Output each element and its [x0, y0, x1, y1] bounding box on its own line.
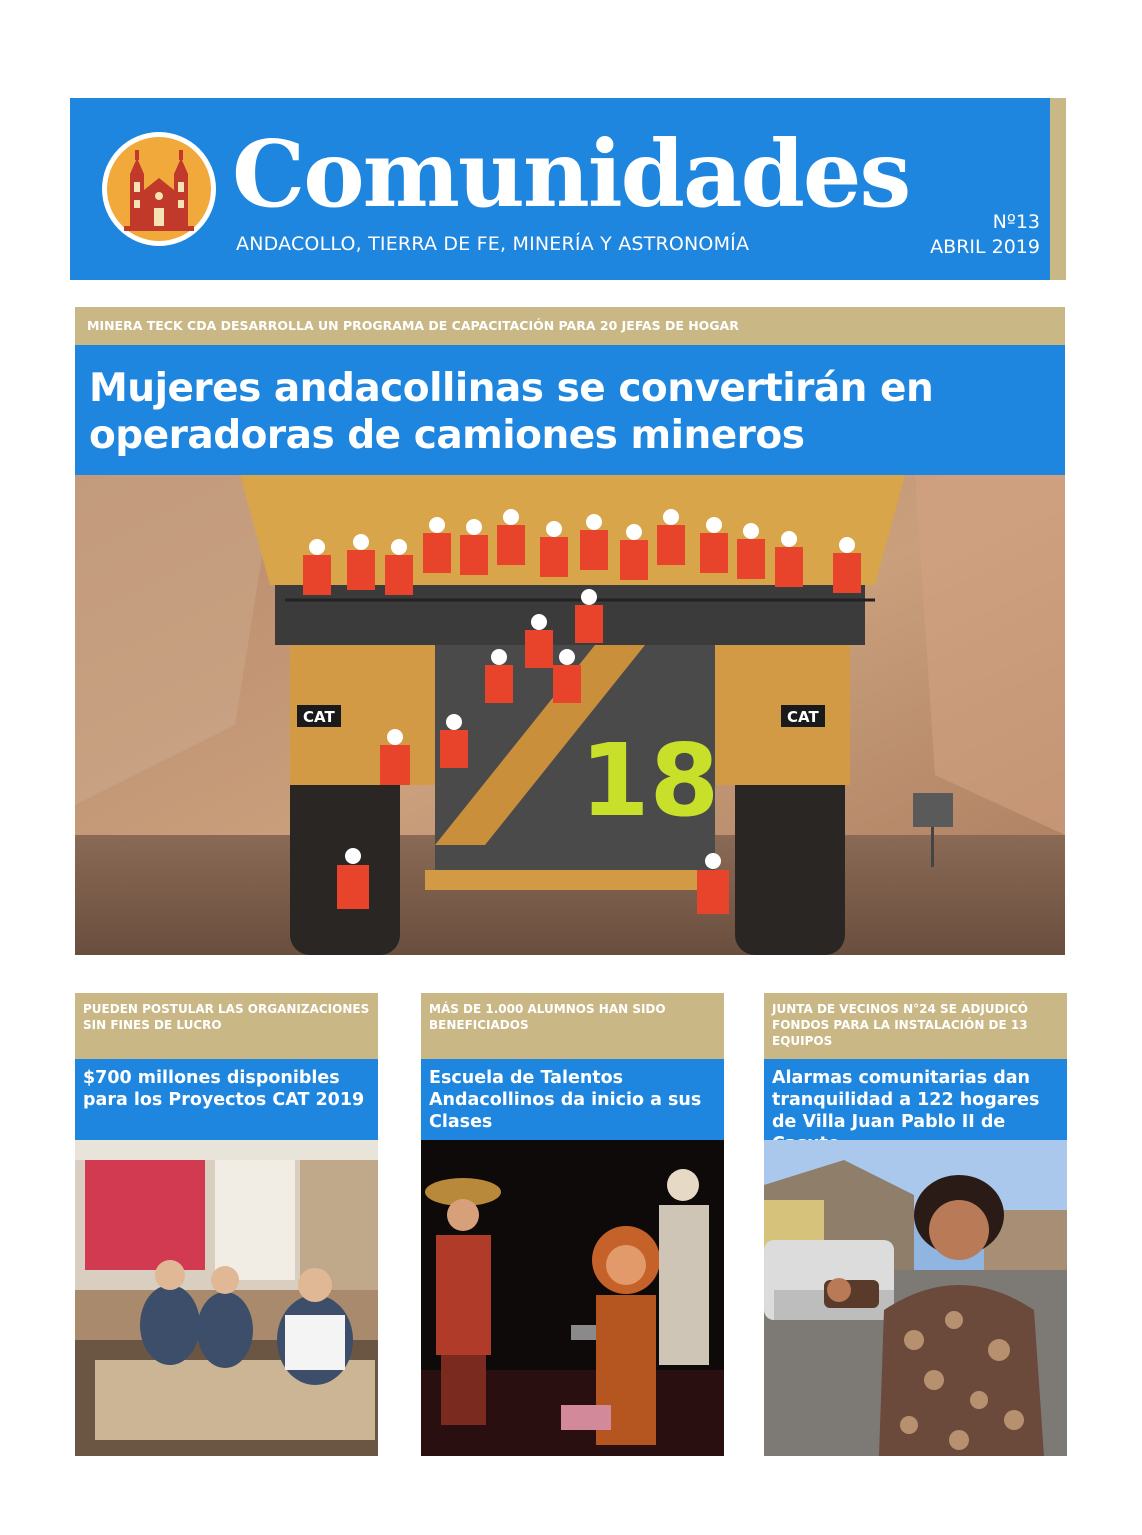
main-story-kicker: MINERA TECK CDA DESARROLLA UN PROGRAMA DE CAPACITACIÓN PARA 20 JEFAS DE HOGAR	[75, 307, 1065, 345]
story-kicker: JUNTA DE VECINOS N°24 SE ADJUDICÓ FONDOS PARA LA INSTALACIÓN DE 13 EQUIPOS	[764, 993, 1067, 1059]
publication-title: Comunidades	[232, 120, 910, 228]
theater-photo	[421, 1140, 724, 1456]
story-kicker: PUEDEN POSTULAR LAS ORGANIZACIONES SIN FINES DE LUCRO	[75, 993, 378, 1059]
issue-date: ABRIL 2019	[930, 236, 1040, 258]
story-title: Escuela de Talentos Andacollinos da inicio a sus Clases	[421, 1059, 724, 1140]
truck-brand-left: CAT	[303, 708, 335, 726]
headline-line-2: operadoras de camiones mineros	[89, 413, 805, 458]
neighbor-photo	[764, 1140, 1067, 1456]
story-title: Alarmas comunitarias dan tranquilidad a 122 hogares de Villa Juan Pablo II de	[764, 1059, 1067, 1140]
meeting-photo	[75, 1140, 378, 1456]
mining-truck-photo	[75, 475, 1065, 955]
story-kicker: MÁS DE 1.000 ALUMNOS HAN SIDO BENEFICIADOS	[421, 993, 724, 1059]
story-title: $700 millones disponibles para los Proyectos CAT 2019	[75, 1059, 378, 1140]
truck-brand-right: CAT	[787, 708, 819, 726]
issue-number: Nº13	[992, 211, 1040, 233]
story-card-alarmas	[764, 993, 1067, 1456]
main-story-headline	[75, 345, 1065, 475]
story-card-escuela	[421, 993, 724, 1456]
church-icon	[100, 130, 218, 248]
story-card-proyectos	[75, 993, 378, 1456]
publication-tagline: ANDACOLLO, TIERRA DE FE, MINERÍA Y ASTRONOMÍA	[236, 233, 750, 255]
truck-number: 18	[580, 722, 720, 839]
issue-info	[930, 210, 1040, 260]
headline-line-1: Mujeres andacollinas se convertirán en	[89, 366, 934, 411]
masthead-accent-bar	[1050, 98, 1066, 280]
